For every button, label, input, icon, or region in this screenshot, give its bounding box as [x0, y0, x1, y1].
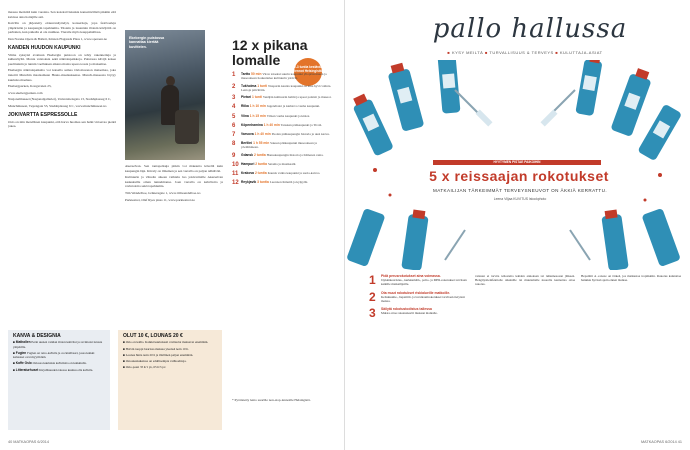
destination-name: Hampuri — [241, 161, 256, 166]
section-heading: JOKIVARTTA ESPRESSOLLE — [8, 111, 78, 118]
body-paragraph: Akerselvan. Sen rantapolkuja pitkin voi maksutta kävellä kuin kaupungin läpi. Kävely on ilmainen ja sen varrella on paljon nähtävää. — [125, 164, 223, 173]
destination-item — [232, 114, 332, 120]
bullet-icon: ■ — [555, 50, 560, 55]
article-deck: MATKAILIJAN TÄRKEIMMÄT TERVEYSNEUVOT ON ÄKKIÄ KERRATTU. — [432, 188, 608, 193]
box-heading: KANVA & DESIGNIA — [13, 333, 61, 339]
flight-time: 1 h 10 min — [249, 104, 267, 109]
bullet-item: Tim Wendelboe, Grünersgate 1, www.timwendelboe.no — [125, 190, 201, 195]
page-footer: 40 MATKAOPAS 6/2014 — [8, 440, 50, 444]
bullet-icon: ■ — [484, 50, 490, 55]
ekeberg-photo — [125, 30, 205, 160]
list-footnote — [232, 398, 332, 418]
tip-title: Pidä perusrokotukset aina voimassa. — [381, 274, 441, 278]
destination-number: 1 — [232, 72, 236, 78]
destination-desc: Jugendtalot ja kiehtova vanha kaupunki. — [266, 104, 321, 109]
tip-number: 1 — [369, 274, 376, 287]
destination-item — [232, 104, 332, 110]
destination-item — [232, 162, 332, 168]
destination-number: 7 — [232, 131, 236, 138]
destination-body — [241, 162, 296, 168]
destination-body — [241, 104, 320, 110]
bullet-item: ■ Oslo on kallis. Kaikki kuuluisasti ravintolat maksavat enemmän. — [123, 340, 209, 345]
bullet-title: ■ Litteraturhuset — [13, 367, 40, 372]
tip-number: 3 — [369, 306, 376, 321]
photo-caption: Ekebergin puistossa kannattaa kiertää kuvittelen. — [129, 36, 165, 49]
tip-title: Säilytä rokotustodistus tallessa — [381, 307, 432, 312]
destination-desc: Puolan pääkaupungin historia ja uusi kasvu. — [271, 131, 330, 136]
flight-time: 1 h 40 min — [254, 131, 272, 136]
tip-item — [369, 307, 469, 319]
article-byline: Leena Viljaa KUVITUS Istockphoto — [493, 197, 547, 201]
vaccine-bottles-art — [345, 60, 690, 270]
destination-desc: Kaunis vanha kaupunki ja suola-kaivos. — [267, 171, 321, 176]
bullet-item: ■ Lounas hinta noin 20 € ja illallinen paljon enemmän. — [123, 352, 194, 357]
destination-desc: Hansakaupungin historia ja Itämeren ranta. — [266, 152, 324, 157]
tip-body — [381, 291, 469, 304]
flight-time: 1 h 15 min — [249, 113, 267, 118]
destination-item — [232, 132, 332, 138]
flight-time: 1 h 40 min — [263, 122, 281, 127]
tip-text: Keltakuume-, hepatiitti- ja lavantautirokotukset tarvitaan tietyissä maissa. — [381, 294, 465, 304]
flight-time: 1 tunti — [257, 83, 269, 88]
flight-badge: 2-3 tuntia kestävät lennot Helsingistä — [294, 58, 322, 86]
destination-number: 12 — [232, 180, 239, 187]
page-footer: MATKAOPAS 6/2014 41 — [640, 440, 682, 444]
destination-number: 4 — [232, 104, 236, 111]
destination-name: Krakova — [241, 171, 255, 176]
tip-item — [369, 274, 469, 287]
destination-number: 6 — [232, 122, 236, 129]
destination-number: 8 — [232, 141, 236, 148]
tip-title: Ota muut rokotukset riskialueille matkoille. — [381, 290, 451, 295]
destination-desc: Venäjän kulttuurin helmi ja upeat palatsit ja museot. — [262, 95, 332, 100]
destination-item — [232, 180, 332, 186]
section-label: KYSY MEILTÄ — [451, 50, 484, 55]
destination-name: Gdansk — [241, 152, 255, 157]
destination-number: 2 — [232, 83, 236, 90]
bullet-item: Nasjonalmuseet (Nasjonalgalleriet), Universitetsgata 13, Stadshplassag 6 C, — [8, 97, 112, 102]
destination-body — [241, 132, 330, 138]
destination-desc: Luonnon ihmeitä ja kylpylät. — [269, 180, 309, 185]
body-paragraph: Kaivilla on järjestetty elokuvanäyttelyä, konsertteja, jopa festivaaleja ympäristön ja kaupungin tapahtumia. Tiistain ja lauantain iltaisin kävijöitä on parhaiten, kun paikalla ei ole ruuhkaa. Vieraile myös kauppahallissa. — [8, 21, 116, 35]
destination-item — [232, 123, 332, 129]
destination-name: Varsova — [241, 131, 255, 136]
destination-item — [232, 84, 332, 92]
flight-time: 1 h 55 min — [253, 141, 271, 146]
destination-number: 10 — [232, 161, 239, 168]
bullet-item: ■ Halvin tuoppi baarissa maksaa yleensä noin 10 €. — [123, 346, 189, 351]
article-column-3 — [581, 274, 681, 434]
destination-name: Köpenhamina — [241, 122, 264, 127]
bullet-item: Munchmuseet, Tøyengata 53, Stadshplassag 6 C, www.munchmuseet.no — [8, 103, 107, 108]
tip-text: Jäykkäkouristus-, kurkkumätä-, polio- ja MPR-rokotukset tarvitaan kaikille matkailijoille. — [381, 278, 467, 287]
bullet-item — [13, 340, 105, 349]
tip-text: Muista ottaa rokotuskortti mukaan matkalle. — [381, 311, 438, 316]
destination-desc: Vilnan vanha kaupunki ja kirkot. — [266, 113, 311, 118]
flight-time: 50 min — [251, 72, 263, 76]
body-paragraph: Oslo on niin merellinen kaupunki, että harva huomaa sen halki virtaavaa pientä jokea. — [8, 119, 116, 129]
destination-body — [241, 84, 332, 92]
article-headline: 5 x reissaajan rokotukset — [429, 168, 609, 184]
bullet-text: Kirjallisuuden talossa kuuluu olla kahvila. — [39, 367, 94, 372]
left-column-2 — [125, 164, 223, 326]
bullet-title: ■ Kaffe Oslo — [13, 361, 33, 366]
destination-item — [232, 171, 332, 177]
destination-item — [232, 141, 332, 149]
right-page — [345, 0, 690, 450]
destination-desc: Viron toiseksi suurin kaupunki ylioptistoineen ja museoineen houkuttelee kulttuurin ystäviä. — [241, 72, 327, 81]
tip-number: 2 — [369, 289, 376, 304]
twelve-title: 12 x pikana lomalle — [232, 37, 308, 68]
destination-name: Riika — [241, 104, 250, 109]
destination-number: 5 — [232, 113, 236, 120]
section-label: KULUTTAJA-ASIAT — [559, 50, 603, 55]
bullet-title: ■ Fuglen — [13, 350, 28, 355]
destination-desc: Naapurin kaunis kaupunki on aina hyvä valinta. Lentoja päivittäin. — [241, 83, 332, 92]
bullet-item: Ekebergparken, Kongsveien 23, — [8, 84, 52, 89]
left-column-1 — [8, 10, 116, 328]
body-paragraph: Den Norske Opera & Ballett, Kirsten Flagstads Plass 1, www.operaen.no — [8, 36, 108, 41]
bullet-item: www.ekebergparken.com — [8, 90, 43, 95]
flight-time: 2 tuntia — [254, 171, 268, 176]
kanva-box — [8, 330, 110, 430]
tip-body — [381, 274, 469, 287]
destination-body — [241, 171, 320, 177]
bullet-title: ■ Mathallen — [13, 340, 32, 345]
flight-time: 3 tuntia — [257, 180, 270, 185]
destination-number: 9 — [232, 152, 236, 159]
destination-name: Pietari — [241, 95, 252, 100]
footnote: * Pyöristetty lento suorille non-stop-lennoille Helsingistä. — [232, 398, 311, 402]
flight-time: 1 tunti — [252, 95, 263, 100]
destination-item — [232, 72, 332, 80]
destination-item — [232, 153, 332, 159]
sculpture — [175, 110, 199, 144]
tip-body — [381, 307, 438, 319]
destination-body — [241, 123, 322, 129]
bullet-icon: ■ — [447, 50, 452, 55]
vaccine-illustration — [345, 60, 690, 270]
destination-desc: Satama ja musikaalit. — [267, 161, 297, 166]
body-paragraph: Viime syksynä avattuun Ekebergin puistoon on tehty rakennettuja ja kulkuväyliä. Monia veistoksia sekä näköalapaikkoja. Puistossa kävijä kokee puolitunnin ja tunnin vaelluksen aikana monta upeaa teosta ja maisemaa. — [8, 52, 116, 66]
destination-number: 11 — [232, 171, 239, 178]
tip-item — [369, 291, 469, 304]
destination-desc: Saksan pääkaupunki museoineen ja yöelämineen. — [241, 141, 317, 150]
body-paragraph: Hepatiitti A -rokote on tärkeä, jos matkustaa tropiikkiin. Rokotus kannattaa hankkia hyvissä ajoin ennen matkaa. — [581, 274, 681, 283]
article-column-2 — [475, 274, 575, 434]
destination-body — [241, 72, 332, 80]
bullet-item — [13, 368, 105, 372]
destination-name: Berliini — [241, 141, 254, 146]
ribbon-label: HYVTYMEN PISTAE PAIKOIHIN — [433, 160, 601, 165]
flight-time: 2 tuntia — [254, 152, 267, 157]
section-label: TURVALLISUUS & TERVEYS — [489, 50, 554, 55]
section-heading: KANDEN HUUDON KAUPUNKI — [8, 44, 81, 51]
olut-box — [118, 330, 222, 430]
tips-column — [369, 274, 469, 434]
box-heading: OLUT 10 €, LOUNAS 20 € — [123, 333, 183, 339]
bullet-item — [13, 361, 105, 365]
destination-name: Tukholma — [241, 83, 258, 88]
destination-body — [241, 180, 308, 186]
destination-name: Tartto — [241, 72, 252, 76]
bullet-item: Parkteatret, Olaf Ryes plass 11, www.parkteatret.no — [125, 197, 196, 202]
destination-body — [241, 153, 324, 159]
bullet-item: ■ Oslo-passi 35 €/1 pv, 65 €/3 pv. — [123, 365, 167, 370]
destination-name: Reykjavik — [241, 180, 258, 185]
bullet-text: Perin uusien vanhan Oslon kahvilat ja ravintolat tutusta ympärille. — [13, 340, 103, 349]
flight-time: 2 tuntia — [255, 161, 268, 166]
bullet-item: ■ Ostoskeskuksissa on edullisempia vaihtoehtoja. — [123, 359, 187, 364]
body-paragraph: Ekebergin näköalapaikalta voi katsella samaa Oslonvuonon maisemaa, joka innoitti Munchin maalaamaan Huuto-maalauksensa. Munch-museosta löytyy kuuluisa maalaus. — [8, 68, 116, 82]
destination-body — [241, 95, 331, 101]
destination-number: 3 — [232, 95, 236, 102]
destination-list — [232, 72, 332, 189]
body-paragraph: vantaan ei tarvita tehosteita kahden annoksen tai tuhannesosan jälkeen. Hengitystieinfektiolle aikuisille tai muutamalle nuorelle kannattaa ottaa rokotus. — [475, 274, 575, 287]
destination-body — [241, 114, 310, 120]
body-paragraph: Kulttuurin ja vihreän alueen vaihtelu luo jokivartisille Akerselvan keskuksille oman tunnelmansa. Joen varrella on kahviloita ja ravintoloita sekä tapahtumia. — [125, 175, 223, 189]
section-nav — [375, 50, 675, 55]
bullet-text: Oslossa kuuluisia kahviloita on kaikkialla. — [32, 361, 87, 366]
body-paragraph: maassa merkittä kuin vuosina. Sen kokoisil lukuisia kansainvälistä pikkiin että kuvissa aina hoitajille asti. — [8, 10, 116, 19]
destination-body — [241, 141, 332, 149]
destination-item — [232, 95, 332, 101]
section-title: pallo hallussa — [432, 14, 628, 44]
bullet-text: Fuglen on retro-kahvila ja cocktailbaari, jossa kaikki kalusteet ovat myytävänä. — [13, 350, 95, 360]
bullet-item — [13, 351, 105, 360]
destination-desc: Tanskan pääkaupunki ja Tivoli. — [280, 122, 323, 127]
destination-name: Viina — [241, 113, 250, 118]
